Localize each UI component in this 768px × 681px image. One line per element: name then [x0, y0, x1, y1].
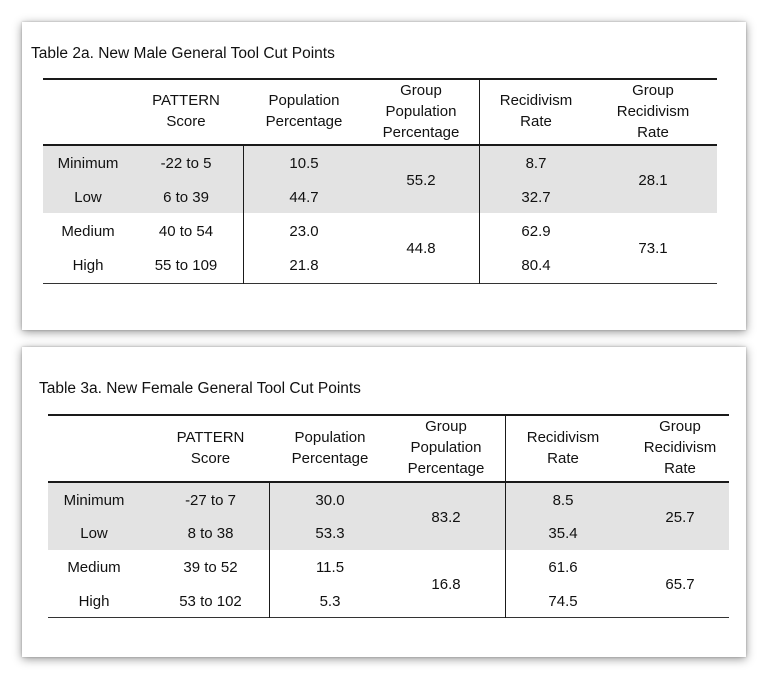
- row-population: 11.5: [315, 558, 345, 576]
- row-recidivism: 80.4: [521, 256, 551, 274]
- row-score: 6 to 39: [163, 188, 209, 206]
- row-population: 23.0: [289, 222, 319, 240]
- group-population-value: 44.8: [406, 239, 436, 257]
- row-level: Medium: [61, 222, 115, 240]
- row-population: 53.3: [315, 524, 345, 542]
- row-score: -22 to 5: [160, 154, 212, 172]
- group-population-value: 83.2: [431, 508, 461, 526]
- row-score: -27 to 7: [185, 491, 236, 509]
- column-divider: [269, 481, 270, 618]
- header-group-population-percentage: Group Population Percentage: [407, 418, 485, 477]
- header-population-percentage: Population Percentage: [291, 428, 369, 467]
- header-recidivism-rate: Recidivism Rate: [499, 92, 573, 130]
- row-population: 30.0: [315, 491, 345, 509]
- row-recidivism: 35.4: [548, 524, 578, 542]
- column-divider: [243, 144, 244, 284]
- row-population: 44.7: [289, 188, 319, 206]
- row-level: High: [78, 592, 110, 610]
- group-population-value: 55.2: [406, 171, 436, 189]
- row-level: Minimum: [63, 491, 125, 509]
- cut-points-table: [43, 78, 717, 284]
- cut-points-table: [48, 414, 729, 618]
- column-divider: [505, 414, 506, 618]
- table-card-female: [22, 347, 746, 657]
- group-population-value: 16.8: [431, 575, 461, 593]
- row-recidivism: 8.5: [552, 491, 574, 509]
- row-population: 5.3: [319, 592, 341, 610]
- header-group-population-percentage: Group Population Percentage: [382, 81, 460, 141]
- row-level: Low: [74, 188, 102, 206]
- group-recidivism-value: 73.1: [638, 239, 668, 257]
- header-group-recidivism-rate: Group Recidivism Rate: [643, 418, 717, 477]
- row-level: High: [72, 256, 104, 274]
- row-recidivism: 32.7: [521, 188, 551, 206]
- header-pattern-score: PATTERN Score: [176, 428, 245, 467]
- row-level: Minimum: [57, 154, 119, 172]
- group-recidivism-value: 65.7: [665, 575, 695, 593]
- header-pattern-score: PATTERN Score: [152, 92, 220, 130]
- row-score: 53 to 102: [179, 592, 242, 610]
- row-recidivism: 61.6: [548, 558, 578, 576]
- group-recidivism-value: 25.7: [665, 508, 695, 526]
- header-recidivism-rate: Recidivism Rate: [526, 428, 600, 467]
- row-score: 8 to 38: [187, 524, 234, 542]
- table-caption: Table 3a. New Female General Tool Cut Points: [39, 380, 361, 397]
- row-level: Low: [80, 524, 108, 542]
- row-score: 39 to 52: [183, 558, 238, 576]
- group-recidivism-value: 28.1: [638, 171, 668, 189]
- row-recidivism: 62.9: [521, 222, 551, 240]
- table-bottom-rule: [43, 283, 717, 284]
- row-population: 10.5: [289, 154, 319, 172]
- row-score: 40 to 54: [158, 222, 214, 240]
- row-score: 55 to 109: [154, 256, 218, 274]
- row-population: 21.8: [289, 256, 319, 274]
- row-level: Medium: [67, 558, 121, 576]
- table-caption: Table 2a. New Male General Tool Cut Points: [31, 45, 335, 62]
- header-population-percentage: Population Percentage: [265, 92, 343, 130]
- row-recidivism: 8.7: [525, 154, 547, 172]
- row-recidivism: 74.5: [548, 592, 578, 610]
- header-group-recidivism-rate: Group Recidivism Rate: [616, 81, 690, 141]
- table-card-male: [22, 22, 746, 330]
